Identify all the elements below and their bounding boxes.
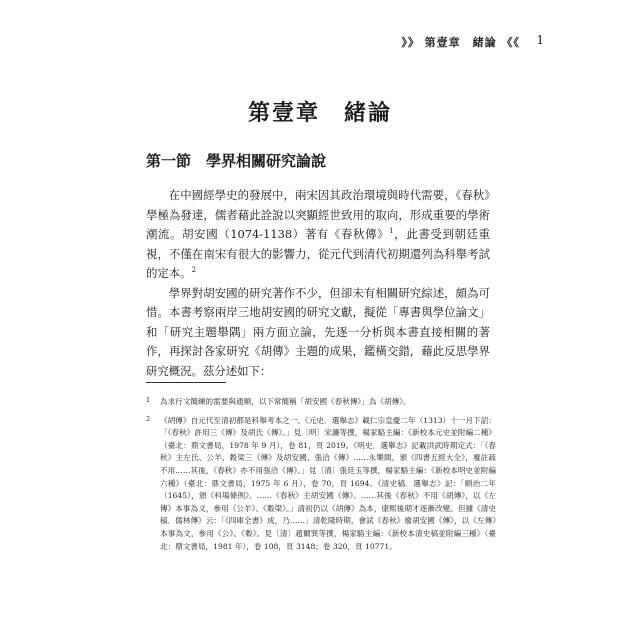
footnote-divider: [146, 382, 226, 383]
running-header: 》》 第壹章 緒論 《《: [401, 36, 520, 49]
footnote-ref-2[interactable]: 2: [191, 266, 197, 275]
footnote-2: [146, 415, 496, 554]
footnote-number: 2: [146, 414, 151, 423]
chapter-title: 第壹章 緒論: [247, 101, 392, 126]
body-text: [146, 186, 490, 381]
page-number: 1: [536, 33, 544, 47]
footnote-text: 為求行文簡練的需要與通順，以下常簡稱「胡安國《春秋傳》」為《胡傳》。: [160, 397, 411, 406]
footnote-number: 1: [146, 396, 151, 404]
footnote-ref-1[interactable]: 1: [389, 227, 394, 236]
footnote-text: 《胡傳》自元代至清初都是科舉考本之一。《元史．選舉志》載仁宗皇慶二年（1313）十一月下詔：「《春秋》許用三《傳》及胡氏《傳》。」見〔明〕宋濂等撰，楊家駱主編：《新校本元史並附編二種》（臺北：鼎文書局，1978 年 9 月），卷 81，頁 2019。《明史．選舉志》記載洪武時期定式：「《春秋》主左氏、公羊、穀梁三《傳》及胡安國、張洽《傳》……永樂間，頒《四書五經大全》，廢註疏不用……其後，《春秋》亦不用張洽《傳》。」見〔清〕張廷玉等撰，楊家駱主編：《新校本明史並附編六種》（臺北：鼎文書局，1975 年 6 月），卷 70，頁 1694。《清史稿．選舉志》記：「順治二年（1645），頒《科場條例》。……《春秋》主胡安國《傳》。……其後《春秋》不用《胡傳》，以《左傳》本事為文，參用《公羊》、《穀梁》。」清初仍以《胡傳》為本，康熙後期才逐漸改變。但據《清史稿．儒林傳》云：「《四庫全書》成，乃……」清乾隆時期，會試《春秋》廢胡安國《傳》，以《左傳》本事為文，參用《公》、《穀》。見〔清〕趙爾巽等撰，楊家駱主編：《新校本清史稿並附編三種》（臺北：鼎文書局，1981 年），卷 108，頁 3148；卷 320，頁 10771。: [160, 415, 496, 551]
section-title: 第一節 學界相關研究論說: [146, 152, 327, 170]
footnote-1: [146, 396, 496, 409]
footnotes: [146, 396, 496, 559]
paragraph-1-text-b: ，此書受到朝廷重視，不僅在南宋有很大的影響力，從元代到清代初期還列為科舉考試的定本。: [146, 227, 490, 280]
paragraph-1: [146, 186, 490, 284]
paragraph-1-text-a: 在中國經學史的發展中，兩宋因其政治環境與時代需要，《春秋》學極為發達，儒者藉此詮說以突顯經世致用的取向，形成重要的學術潮流。胡安國（1074-1138）著有《春秋傳》: [146, 188, 490, 241]
paragraph-2: 學界對胡安國的研究著作不少，但卻未有相關研究綜述，頗為可惜。本書考察兩岸三地胡安國的研究文獻，擬從「專書與學位論文」和「研究主題舉隅」兩方面立論，先逐一分析與本書直接相關的著作，再探討各家研究《胡傳》主題的成果，鑑橫交錯，藉此反思學界研究概況。茲分述如下：: [146, 285, 490, 378]
